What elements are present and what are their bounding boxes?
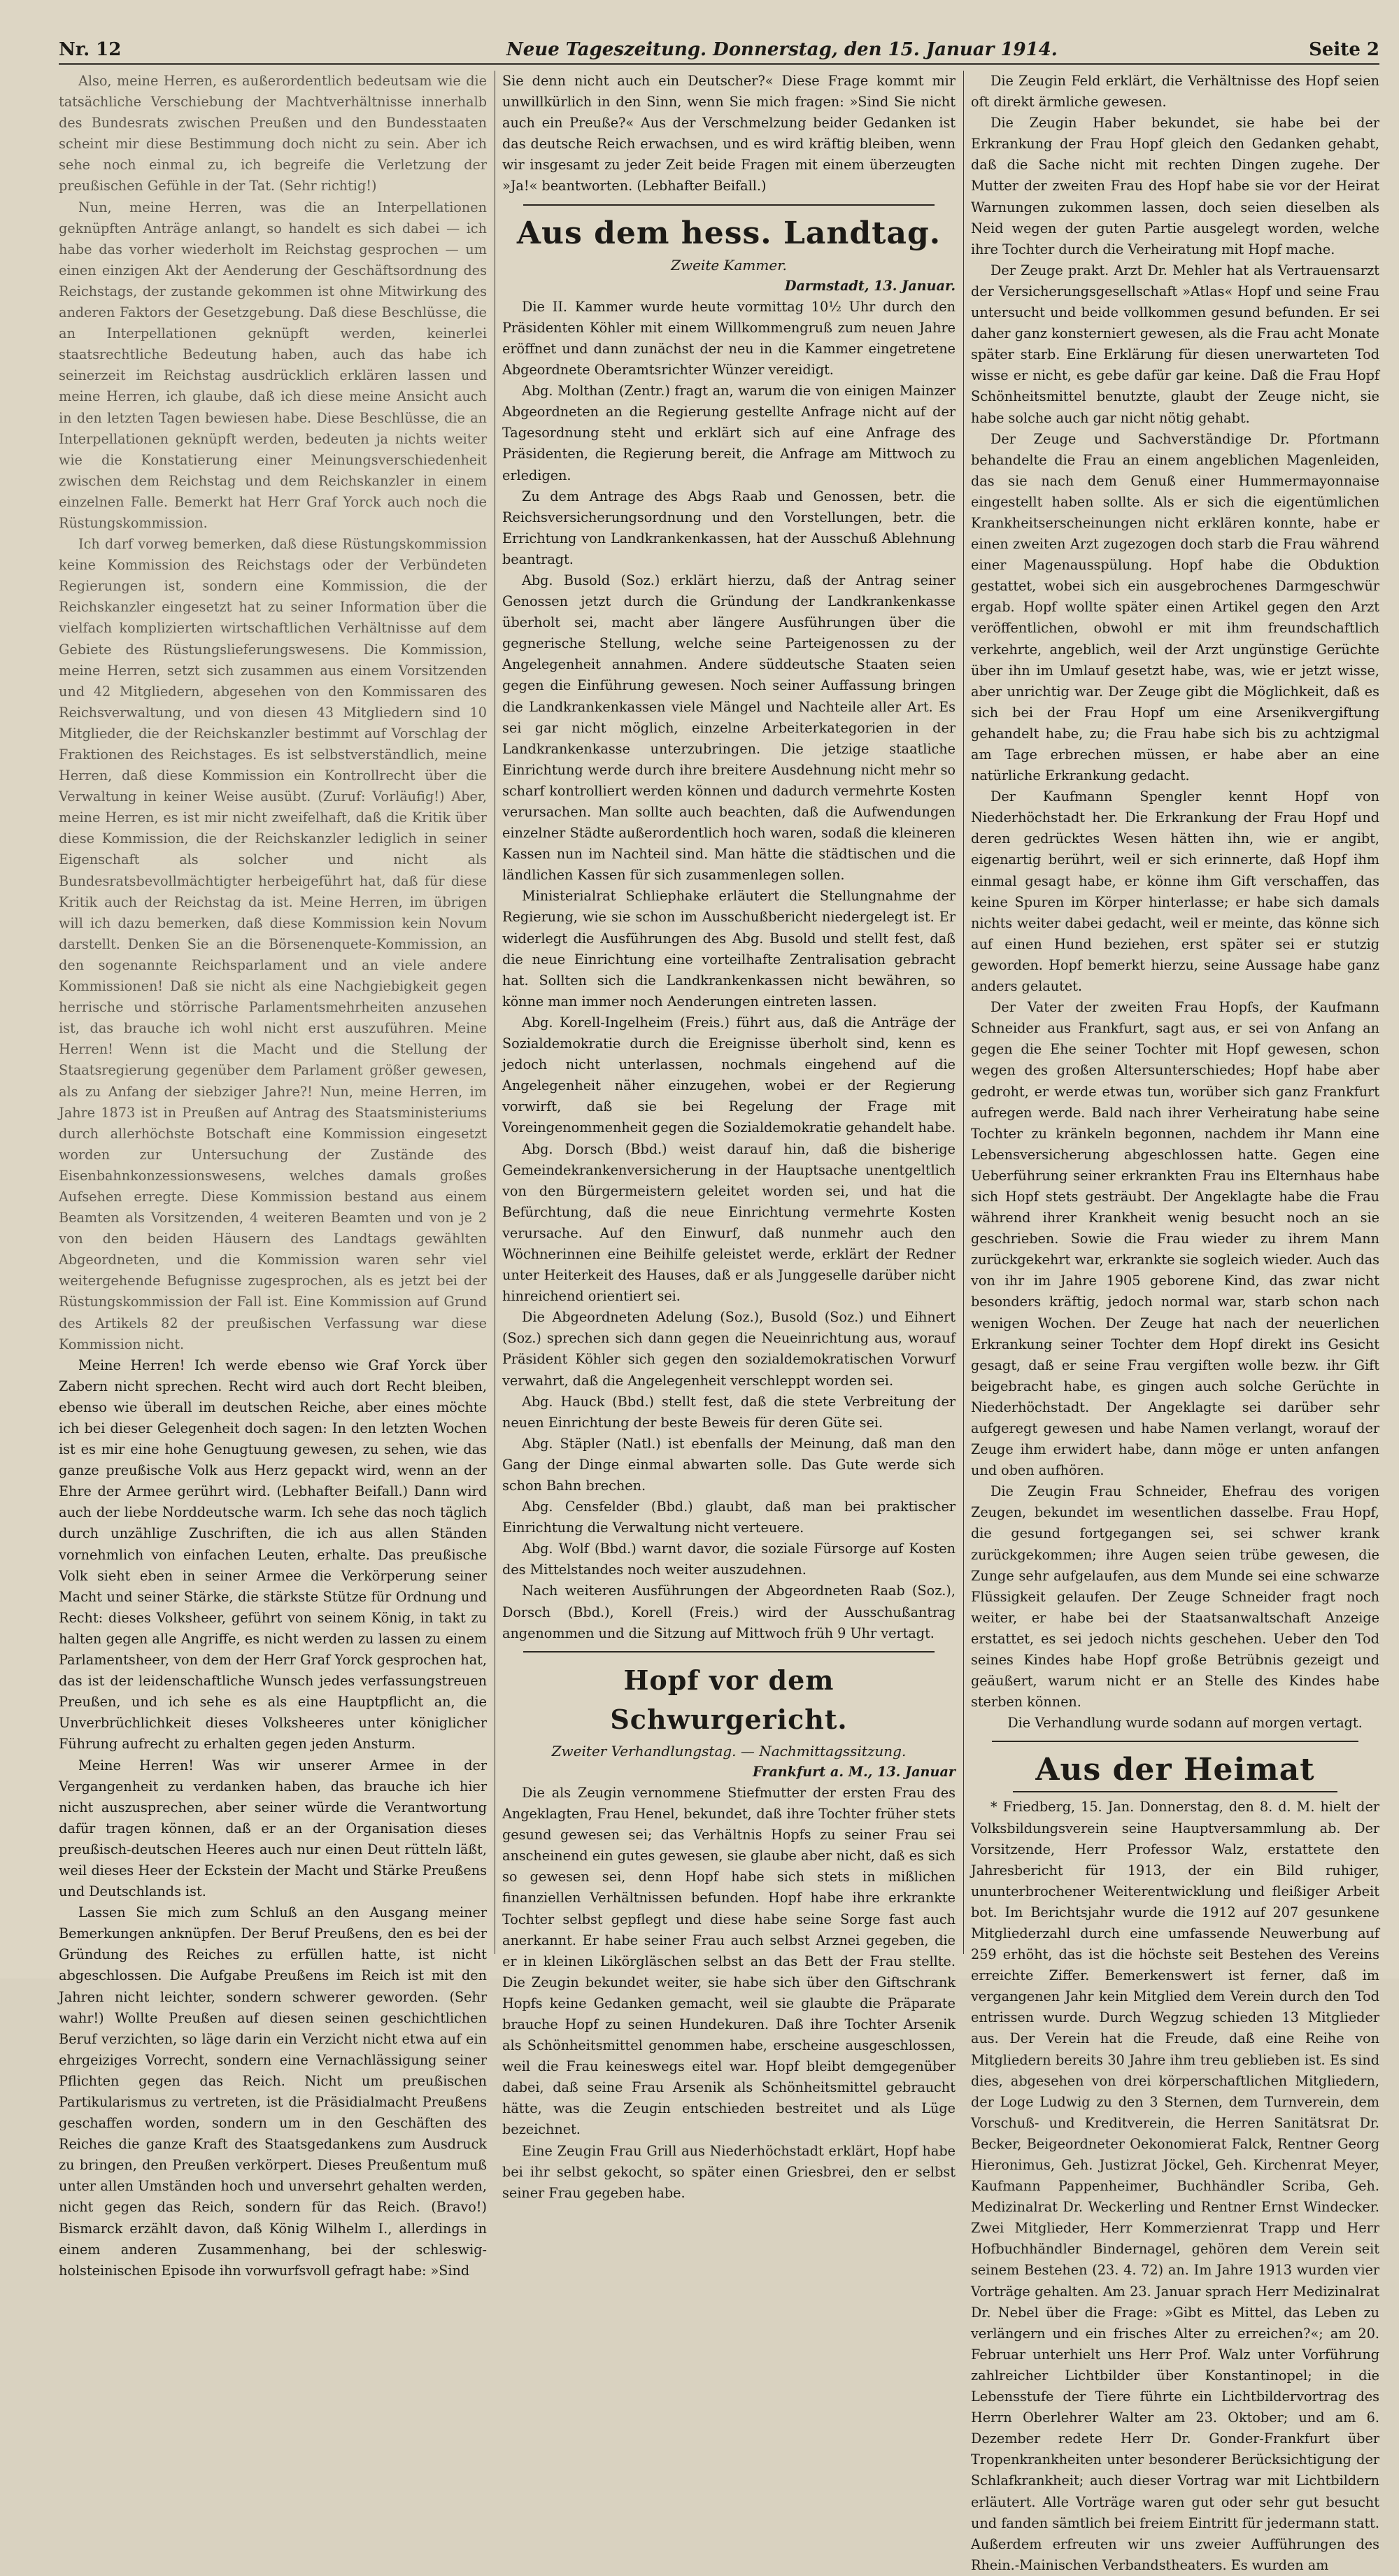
section-heading-heimat: Aus der Heimat	[1035, 1752, 1315, 1788]
article-paragraph: Abg. Stäpler (Natl.) ist ebenfalls der Meinung, daß man den Gang der Dinge einmal abwarten solle. Das Gute werde sich schon Bahn brechen.	[502, 1435, 956, 1494]
column-left	[59, 71, 487, 2279]
article-paragraph: Ich darf vorweg bemerken, daß diese Rüstungskommission keine Kommission des Reichstags oder der Verbündeten Regierungen ist, sondern eine Kommission, die der Reichskanzler eingesetzt hat zu seiner Information über die vielfach komplizierten wirtschaftlichen Verhältnisse auf dem Gebiete des Rüstungslieferungswesens. Die Kommission, meine Herren, setzt sich zusammen aus einem Vorsitzenden und 42 Mitgliedern, abgesehen von den Kommissaren des Reichsverwaltung, und von diesen 43 Mitgliedern sind 10 Mitglieder, die der Reichskanzler bestimmt auf Vorschlag der Fraktionen des Reichstages. Es ist selbstverständlich, meine Herren, daß diese Kommission ein Kontrollrecht über die Verwaltung in keiner Weise ausübt. (Zuruf: Vorläufig!) Aber, meine Herren, es ist mir nicht zweifelhaft, daß die Kritik über diese Kommission, die der Reichskanzler lediglich in seiner Eigenschaft als solcher und nicht als Bundesratsbevollmächtigter herbeigeführt hat, daß für diese Kritik auch der Reichstag da ist. Meine Herren, im übrigen will ich dazu bemerken, daß diese Kommission kein Novum darstellt. Denken Sie an die Börsenenquete-Kommission, an den sogenannte Reichsparlament und an viele andere Kommissionen! Daß sie nicht als eine Nachgiebigkeit gegen herrische und störrische Parlamentsmehrheiten anzusehen ist, das brauche ich wohl nicht erst auszuführen. Meine Herren! Wenn ist die Macht und die Stellung der Staatsregierung gegenüber dem Parlament größer gewesen, als zu Anfang der siebziger Jahre?! Nun, meine Herren, im Jahre 1873 ist in Preußen auf Antrag des Staatsministeriums durch allerhöchste Botschaft eine Kommission eingesetzt worden zur Untersuchung der Zustände des Eisenbahnkonzessionswesens, welches damals großes Aufsehen erregte. Diese Kommission bestand aus einem Beamten als Vorsitzenden, 4 weiteren Beamten und von je 2 von den beiden Häusern des Landtags gewählten Abgeordneten, und die Kommission waren sehr viel weitergehende Befugnisse zugesprochen, als es jetzt bei der Rüstungskommission der Fall ist. Eine Kommission auf Grund des Artikels 82 der preußischen Verfassung war diese Kommission nicht.	[59, 536, 487, 1352]
section-heading-hopf: Hopf vor dem Schwurgericht.	[610, 1664, 848, 1735]
article-paragraph: Meine Herren! Ich werde ebenso wie Graf Yorck über Zabern nicht sprechen. Recht wird auch dort Recht bleiben, ebenso wie überall im deutschen Reiche, aber eines möchte ich bei dieser Gelegenheit doch sagen: In den letzten Wochen ist es mir eine hohe Genugtuung gewesen, zu sehen, wie das ganze preußische Volk aus Herz gepackt wird, wenn an der Ehre der Armee gerührt wird. (Lebhafter Beifall.) Dann wird auch der liebe Norddeutsche warm. Ich sehe das noch täglich durch unzählige Zuschriften, die ich aus allen Ständen vornehmlich von einfachen Leuten, erhalte. Das preußische Volk sieht eben in seiner Armee die Verkörperung seiner Macht und seiner Stärke, die stärkste Stütze für Ordnung und Recht: dieses Volksheer, geführt von seinem König, in takt zu halten gegen alle Angriffe, es nicht werden zu lassen zu einem Parlamentsheer, von dem der Herr Graf Yorck gesprochen hat, das ist der leidenschaftliche Wunsch jedes verfassungstreuen Preußen, und ich sehe es als eine Hauptpflicht an, die Unverbrüchlichkeit dieses Volksheeres unter königlicher Führung aufrecht zu erhalten gegen jeden Ansturm.	[59, 1357, 487, 1753]
article-paragraph: Abg. Korell-Ingelheim (Freis.) führt aus, daß die Anträge der Sozialdemokratie durch die Ereignisse überholt sind, kenn es jedoch nicht unterlassen, nochmals eingehend auf die Angelegenheit näher einzugehen, wobei er der Regierung vorwirft, daß sie bei Regelung der Frage mit Voreingenommenheit gegen die Sozialdemokratie gehandelt habe.	[502, 1014, 956, 1136]
article-paragraph: Eine Zeugin Frau Grill aus Niederhöchstadt erklärt, Hopf habe bei ihr selbst gekocht, so später einen Griesbrei, den er selbst seiner Frau gegeben habe.	[502, 2142, 956, 2201]
article-paragraph: Also, meine Herren, es außerordentlich bedeutsam wie die tatsächliche Verschiebung der Machtverhältnisse innerhalb des Bundesrats zwischen Preußen und den Bundesstaaten scheint mir diese Bestimmung doch nicht zu sein. Aber ich sehe noch einmal zu, ich begreife die Verletzung der preußischen Gefühle in der Tat. (Sehr richtig!)	[59, 73, 487, 194]
masthead	[59, 35, 1379, 65]
dateline: Darmstadt, 13. Januar.	[784, 277, 956, 294]
article-paragraph: Der Vater der zweiten Frau Hopfs, der Kaufmann Schneider aus Frankfurt, sagt aus, er sei von Anfang an gegen die Ehe seiner Tochter mit Hopf gewesen, schon wegen des großen Altersunterschiedes; Hopf habe aber gedroht, er werde etwas tun, worüber sich ganz Frankfurt aufregen werde. Bald nach ihrer Verheiratung habe seine Tochter zu kränkeln begonnen, nachdem ihr Mann eine Lebensversicherung abgeschlossen hatte. Gegen eine Ueberführung seiner erkrankten Frau ins Elternhaus habe sich Hopf stets gesträubt. Der Angeklagte habe die Frau während ihrer Krankheit wenig besucht noch an sie geschrieben. Sowie die Frau wieder zu ihrem Mann zurückgekehrt war, erkrankte sie sogleich wieder. Auch das von ihr im Jahre 1905 geborene Kind, das zwar nicht besonders kräftig, jedoch normal war, starb schon nach wenigen Wochen. Der Zeuge hat nach der neuerlichen Erkrankung seiner Tochter dem Hopf direkt ins Gesicht gesagt, daß er seine Frau vergiften wolle bezw. ihr Gift beigebracht habe, es gingen auch solche Gerüchte in Niederhöchstadt. Der Angeklagte sei darüber sehr aufgeregt gewesen und habe Namen verlangt, worauf der Zeuge ihm erwidert habe, dann möge er unten anfangen und oben aufhören.	[971, 999, 1379, 1479]
section-divider	[523, 204, 935, 206]
article-paragraph: Abg. Wolf (Bbd.) warnt davor, die soziale Fürsorge auf Kosten des Mittelstandes noch weiter auszudehnen.	[502, 1541, 956, 1578]
article-paragraph: Lassen Sie mich zum Schluß an den Ausgang meiner Bemerkungen anknüpfen. Der Beruf Preußens, den es bei der Gründung des Reiches zu erfüllen hatte, ist nicht abgeschlossen. Die Aufgabe Preußens im Reich ist mit den Jahren nicht leichter, sondern schwerer geworden. (Sehr wahr!) Wollte Preußen auf diesen seinen geschichtlichen Beruf verzichten, so läge darin ein Verzicht nicht etwa auf ein ehrgeiziges Vorrecht, sondern eine Vernachlässigung seiner Pflichten gegen das Reich. Nicht um preußischen Partikularismus zu vertreten, ist die Präsidialmacht Preußens geschaffen worden, sondern um in den Geschäften des Reiches die ganze Kraft des Staatsgedankens zum Ausdruck zu bringen, den Preußen verkörpert. Dieses Preußentum muß unter allen Umständen hoch und unversehrt gehalten werden, nicht gegen das Reich, sondern für das Reich. (Bravo!) Bismarck erzählt davon, daß König Wilhelm I., allerdings in einem anderen Zusammenhang, bei der schleswig-holsteinischen Episode ihn vorwurfsvoll gefragt habe: »Sind	[59, 1904, 487, 2279]
article-paragraph: Nun, meine Herren, was die an Interpellationen geknüpften Anträge anlangt, so handelt es sich dabei — ich habe das vorher wiederholt im Reichstag gesprochen — um einen einzigen Akt der Aenderung der Geschäftsordnung des Reichstags, der zustande gekommen ist ohne Mitwirkung des anderen Faktors der Gesetzgebung. Daß diese Beschlüsse, die an Interpellationen geknüpft werden, keinerlei staatsrechtliche Bedeutung haben, auch das habe ich seinerzeit im Reichstag ausdrücklich erklären lassen und meine Herren, ich glaube, daß ich diese meine Ansicht auch in den letzten Tagen bewiesen habe. Diese Beschlüsse, die an Interpellationen geknüpft werden, bedeuten ja nichts weiter wie die Konstatierung einer Meinungsverschiedenheit zwischen dem Reichstag und dem Reichskanzler in einem einzelnen Falle. Bemerkt hat Herr Graf Yorck auch noch die Rüstungskommission.	[59, 199, 487, 531]
article-paragraph: Die Zeugin Feld erklärt, die Verhältnisse des Hopf seien oft direkt ärmliche gewesen.	[971, 73, 1379, 111]
columns	[59, 65, 1379, 2573]
newspaper-title: Neue Tageszeitung. Donnerstag, den 15. Januar 1914.	[506, 39, 1058, 60]
column-right	[971, 71, 1379, 2573]
article-paragraph: Zu dem Antrage des Abgs Raab und Genossen, betr. die Reichsversicherungsordnung und den Vorstellungen, betr. die Errichtung von Landkrankenkassen, hat der Ausschuß Ablehnung beantragt.	[502, 488, 956, 567]
article-paragraph: Abg. Censfelder (Bbd.) glaubt, daß man bei praktischer Einrichtung die Verwaltung nicht verteuere.	[502, 1499, 956, 1536]
article-paragraph: Der Zeuge und Sachverständige Dr. Pfortmann behandelte die Frau an einem angeblichen Magenleiden, das sie nach dem Genuß einer Hummermayonnaise eingestellt haben sollte. Als er sich die eigentümlichen Krankheitserscheinungen nicht erklären konnte, habe er einen zweiten Arzt zugezogen doch starb die Frau während einer Magenausspülung. Hopf habe die Obduktion gestattet, wobei sich ein ausgebrochenes Darmgeschwür ergab. Hopf wollte später einen Artikel gegen den Arzt veröffentlichen, obwohl er mit ihm freundschaftlich verkehrte, angeblich, weil der Arzt ungünstige Gerüchte über ihn im Umlauf gesetzt habe, was, wie er jetzt wisse, aber unrichtig war. Der Zeuge gibt die Möglichkeit, daß es sich bei der Frau Hopf um eine Arsenikvergiftung gehandelt habe, zu; die Frau habe sich bis zu achtzigmal am Tage erbrechen müssen, er habe aber an eine natürliche Erkrankung gedacht.	[971, 430, 1379, 784]
section-heading-landtag: Aus dem hess. Landtag.	[516, 215, 942, 251]
article-paragraph: Ministerialrat Schliephake erläutert die Stellungnahme der Regierung, wie sie schon im Ausschußbericht niedergelegt ist. Er widerlegt die Ausführungen des Abg. Busold und stellt fest, daß die neue Einrichtung eine vorteilhafte Zentralisation gebracht hat. Sollten sich die Landkrankenkassen nicht bewähren, so könne man immer noch Aenderungen eintreten lassen.	[502, 888, 956, 1010]
column-rule	[963, 71, 964, 1954]
article-paragraph: Abg. Busold (Soz.) erklärt hierzu, daß der Antrag seiner Genossen jetzt durch die Gründung der Landkrankenkasse überholt sei, macht aber längere Ausführungen über die gegnerische Stellung, welche seine Parteigenossen zu der Angelegenheit annahmen. Andere süddeutsche Staaten seien gegen die Einführung gewesen. Noch seiner Auffassung bringen die Landkrankenkassen viele Mängel und Nachteile aller Art. Es sei gar nicht möglich, einzelne Arbeiterkategorien in der Landkrankenkasse unterzubringen. Die jetzige staatliche Einrichtung werde durch ihre breitere Ausdehnung nicht mehr so scharf kontrolliert werden können und dadurch vermehrte Kosten verursachen. Man sollte auch beachten, daß die Aufwendungen einzelner Städte außerordentlich hoch waren, sodaß die kleineren Kassen nun im Nachteil sind. Man hätte die städtischen und die ländlichen Kassen für sich zusammenlegen sollen.	[502, 572, 956, 884]
article-paragraph: Die Abgeordneten Adelung (Soz.), Busold (Soz.) und Eihnert (Soz.) sprechen sich dann gegen die Neueinrichtung aus, worauf Präsident Köhler sich gegen den sozialdemokratischen Vorwurf verwahrt, daß die Angelegenheit verschleppt worden sei.	[502, 1309, 956, 1389]
section-divider	[523, 1651, 935, 1653]
section-divider	[1013, 1791, 1337, 1792]
article-paragraph: Abg. Molthan (Zentr.) fragt an, warum die von einigen Mainzer Abgeordneten an die Regierung gestellte Anfrage nicht auf der Tagesordnung steht und erklärt sich auf eine Anfrage des Präsidenten, die Regierung bereit, die Anfrage am Mittwoch zu erledigen.	[502, 383, 956, 483]
article-paragraph: Die II. Kammer wurde heute vormittag 10½ Uhr durch den Präsidenten Köhler mit einem Willkommengruß zum neuen Jahre eröffnet und dann zunächst der neu in die Kammer eingetretene Abgeordnete Oberamtsrichter Wünzer vereidigt.	[502, 298, 956, 378]
article-paragraph: Der Kaufmann Spengler kennt Hopf von Niederhöchstadt her. Die Erkrankung der Frau Hopf und deren gedrücktes Wesen hätten ihn, wie er angibt, eigenartig berührt, weil er sich erinnerte, daß Hopf ihm einmal gesagt habe, er könne ihm Gift verschaffen, das keine Spuren im Körper hinterlasse; er habe sich damals nichts weiter dabei gedacht, weil er meinte, das könne sich auf einen Hund beziehen, erst später sei er stutzig geworden. Hopf bemerkt hierzu, seine Aussage habe ganz anders gelautet.	[971, 788, 1379, 995]
page-number: Seite 2	[1309, 39, 1379, 60]
article-paragraph: Sie denn nicht auch ein Deutscher?« Diese Frage kommt mir unwillkürlich in den Sinn, wenn Sie mich fragen: »Sind Sie nicht auch ein Preuße?« Aus der Verschmelzung beider Gedanken ist das deutsche Reich erwachsen, und es wird kräftig bleiben, wenn wir insgesamt zu jeder Zeit beide Fragen mit einem überzeugten »Ja!« beantworten. (Lebhafter Beifall.)	[502, 73, 956, 194]
article-paragraph: Der Zeuge prakt. Arzt Dr. Mehler hat als Vertrauensarzt der Versicherungsgesellschaft »Atlas« Hopf und seine Frau untersucht und beide vollkommen gesund befunden. Er sei daher ganz konsterniert gewesen, als die Frau acht Monate später starb. Eine Erklärung für diesen unerwarteten Tod wisse er nicht, es gebe dafür gar keine. Daß die Frau Hopf Schönheitsmittel benutzte, glaubt der Zeuge nicht, sie habe solche auch gar nicht nötig gehabt.	[971, 262, 1379, 426]
article-paragraph: Nach weiteren Ausführungen der Abgeordneten Raab (Soz.), Dorsch (Bbd.), Korell (Freis.) wird der Ausschußantrag angenommen und die Sitzung auf Mittwoch früh 9 Uhr vertagt.	[502, 1583, 956, 1641]
article-paragraph: Meine Herren! Was wir unserer Armee in der Vergangenheit zu verdanken haben, das brauche ich hier nicht auszusprechen, aber seiner würde die Verantwortung dafür tragen können, daß er an der Organisation dieses preußisch-deutschen Heeres auch nur einen Deut rütteln läßt, weil dieses Heer der Eckstein der Macht und Stärke Preußens und Deutschlands ist.	[59, 1757, 487, 1900]
column-middle	[502, 71, 956, 2201]
article-paragraph: * Friedberg, 15. Jan. Donnerstag, den 8. d. M. hielt der Volksbildungsverein seine Hauptversammlung ab. Der Vorsitzende, Herr Professor Walz, erstattete den Jahresbericht für 1913, der ein Bild ruhiger, ununterbrochener Weiterentwicklung und fleißiger Arbeit bot. Im Berichtsjahr wurde die 1912 auf 207 gesunkene Mitgliederzahl durch eine umfassende Neuwerbung auf 259 erhöht, das ist die höchste seit Bestehen des Vereins erreichte Ziffer. Bemerkenswert ist ferner, daß im vergangenen Jahr kein Mitglied dem Verein durch den Tod entrissen wurde. Durch Wegzug schieden 13 Mitglieder aus. Der Verein hat die Freude, daß eine Reihe von Mitgliedern bereits 30 Jahre ihm treu geblieben ist. Es sind dies, abgesehen von drei körperschaftlichen Mitgliedern, der Loge Ludwig zu den 3 Sternen, dem Turnverein, dem Vorschuß- und Kreditverein, die Herren Sanitätsrat Dr. Becker, Beigeordneter Oekonomierat Falck, Rentner Georg Hieronimus, Geh. Justizrat Jöckel, Geh. Kirchenrat Meyer, Kaufmann Pappenheimer, Buchhändler Scriba, Geh. Medizinalrat Dr. Weckerling und Rentner Ernst Windecker. Zwei Mitglieder, Herr Kommerzienrat Trapp und Herr Hofbuchhändler Bindernagel, gehören dem Verein seit seinem Bestehen (23. 4. 72) an. Im Jahre 1913 wurden vier Vorträge gehalten. Am 23. Januar sprach Herr Medizinalrat Dr. Nebel über die Frage: »Gibt es Mittel, das Leben zu verlängern und ein frisches Alter zu erreichen?«; am 20. Februar unterhielt uns Herr Prof. Walz unter Vorführung zahlreicher Lichtbilder über Konstantinopel; in die Lebensstufe der Tiere führte ein Lichtbildervortrag des Herrn Oberlehrer Walter am 23. Oktober; und am 6. Dezember redete Herr Dr. Gonder-Frankfurt über Tropenkrankheiten unter besonderer Berücksichtigung der Schlafkrankheit; auch dieser Vortrag war mit Lichtbildern erläutert. Alle Vorträge waren gut oder sehr gut besucht und fanden sämtlich bei freiem Eintritt für jedermann statt. Außerdem erfreuten wir uns zweier Aufführungen des Rhein.-Mainischen Verbandstheaters. Es wurden am	[971, 1799, 1379, 2573]
article-paragraph: Die Zeugin Haber bekundet, sie habe bei der Erkrankung der Frau Hopf gleich den Gedanken gehabt, daß die Sache nicht mit rechten Dingen zugehe. Der Mutter der zweiten Frau des Hopf habe sie vor der Heirat Warnungen zukommen lassen, doch seien dieselben als Neid wegen der guten Partie ausgelegt worden, welche ihre Tochter durch die Verheiratung mit Hopf mache.	[971, 115, 1379, 257]
section-subheading: Zweite Kammer.	[671, 256, 787, 274]
section-divider	[992, 1741, 1358, 1742]
section-subheading: Zweiter Verhandlungstag. — Nachmittagssitzung.	[551, 1742, 907, 1760]
article-paragraph: Abg. Dorsch (Bbd.) weist darauf hin, daß die bisherige Gemeindekrankenversicherung in der Hauptsache unentgeltlich von den Bürgermeistern geleitet worden sei, und hat die Befürchtung, daß die neue Einrichtung vermehrte Kosten verursache. Auf den Einwurf, daß nunmehr auch den Wöchnerinnen eine Beihilfe geleistet werde, erklärt der Redner unter Heiterkeit des Hauses, daß er als Junggeselle darüber nicht hinreichend orientiert sei.	[502, 1140, 956, 1305]
issue-number: Nr. 12	[59, 39, 122, 60]
article-paragraph: Die als Zeugin vernommene Stiefmutter der ersten Frau des Angeklagten, Frau Henel, bekundet, daß ihre Tochter früher stets gesund gewesen sei; das Verhältnis Hopfs zu seiner Frau sei anscheinend ein gutes gewesen, sie glaube aber nicht, daß es sich so gewesen sei, denn Hopf habe sich stets in mißlichen finanziellen Verhältnissen befunden. Hopf habe ihre erkrankte Tochter selbst gepflegt und diese habe seine Sorge fast auch anerkannt. Er habe seiner Frau auch selbst Arznei gegeben, die er in kleinen Likörgläschen selbst an das Bett der Frau stellte. Die Zeugin bekundet weiter, sie habe sich über den Giftschrank Hopfs keine Gedanken gemacht, weil sie glaubte die Präparate brauche Hopf zu seinen Hundekuren. Daß ihre Tochter Arsenik als Schönheitsmittel genommen habe, erscheine ausgeschlossen, weil die Frau keineswegs eitel war. Hopf bleibt demgegenüber dabei, daß seine Frau Arsenik als Schönheitsmittel gebraucht hätte, was die Zeugin entschieden bestreitet und als Lüge bezeichnet.	[502, 1784, 956, 2138]
article-paragraph: Die Verhandlung wurde sodann auf morgen vertagt.	[1007, 1715, 1363, 1732]
article-paragraph: Abg. Hauck (Bbd.) stellt fest, daß die stete Verbreitung der neuen Einrichtung der beste Beweis für deren Güte sei.	[502, 1393, 956, 1431]
dateline: Frankfurt a. M., 13. Januar	[752, 1763, 956, 1780]
article-paragraph: Die Zeugin Frau Schneider, Ehefrau des vorigen Zeugen, bekundet im wesentlichen dasselbe. Frau Hopf, die gesund fortgegangen sei, sei schwer krank zurückgekommen; ihre Augen seien trübe gewesen, die Zunge sehr aufgelaufen, aus dem Munde sei eine schwarze Flüssigkeit gelaufen. Der Zeuge Schneider fragt noch weiter, er habe bei der Staatsanwaltschaft Anzeige erstattet, es sei jedoch nichts geschehen. Ueber den Tod seines Kindes habe Hopf große Betrübnis gezeigt und geäußert, warum nicht er an Stelle des Kindes habe sterben können.	[971, 1483, 1379, 1711]
